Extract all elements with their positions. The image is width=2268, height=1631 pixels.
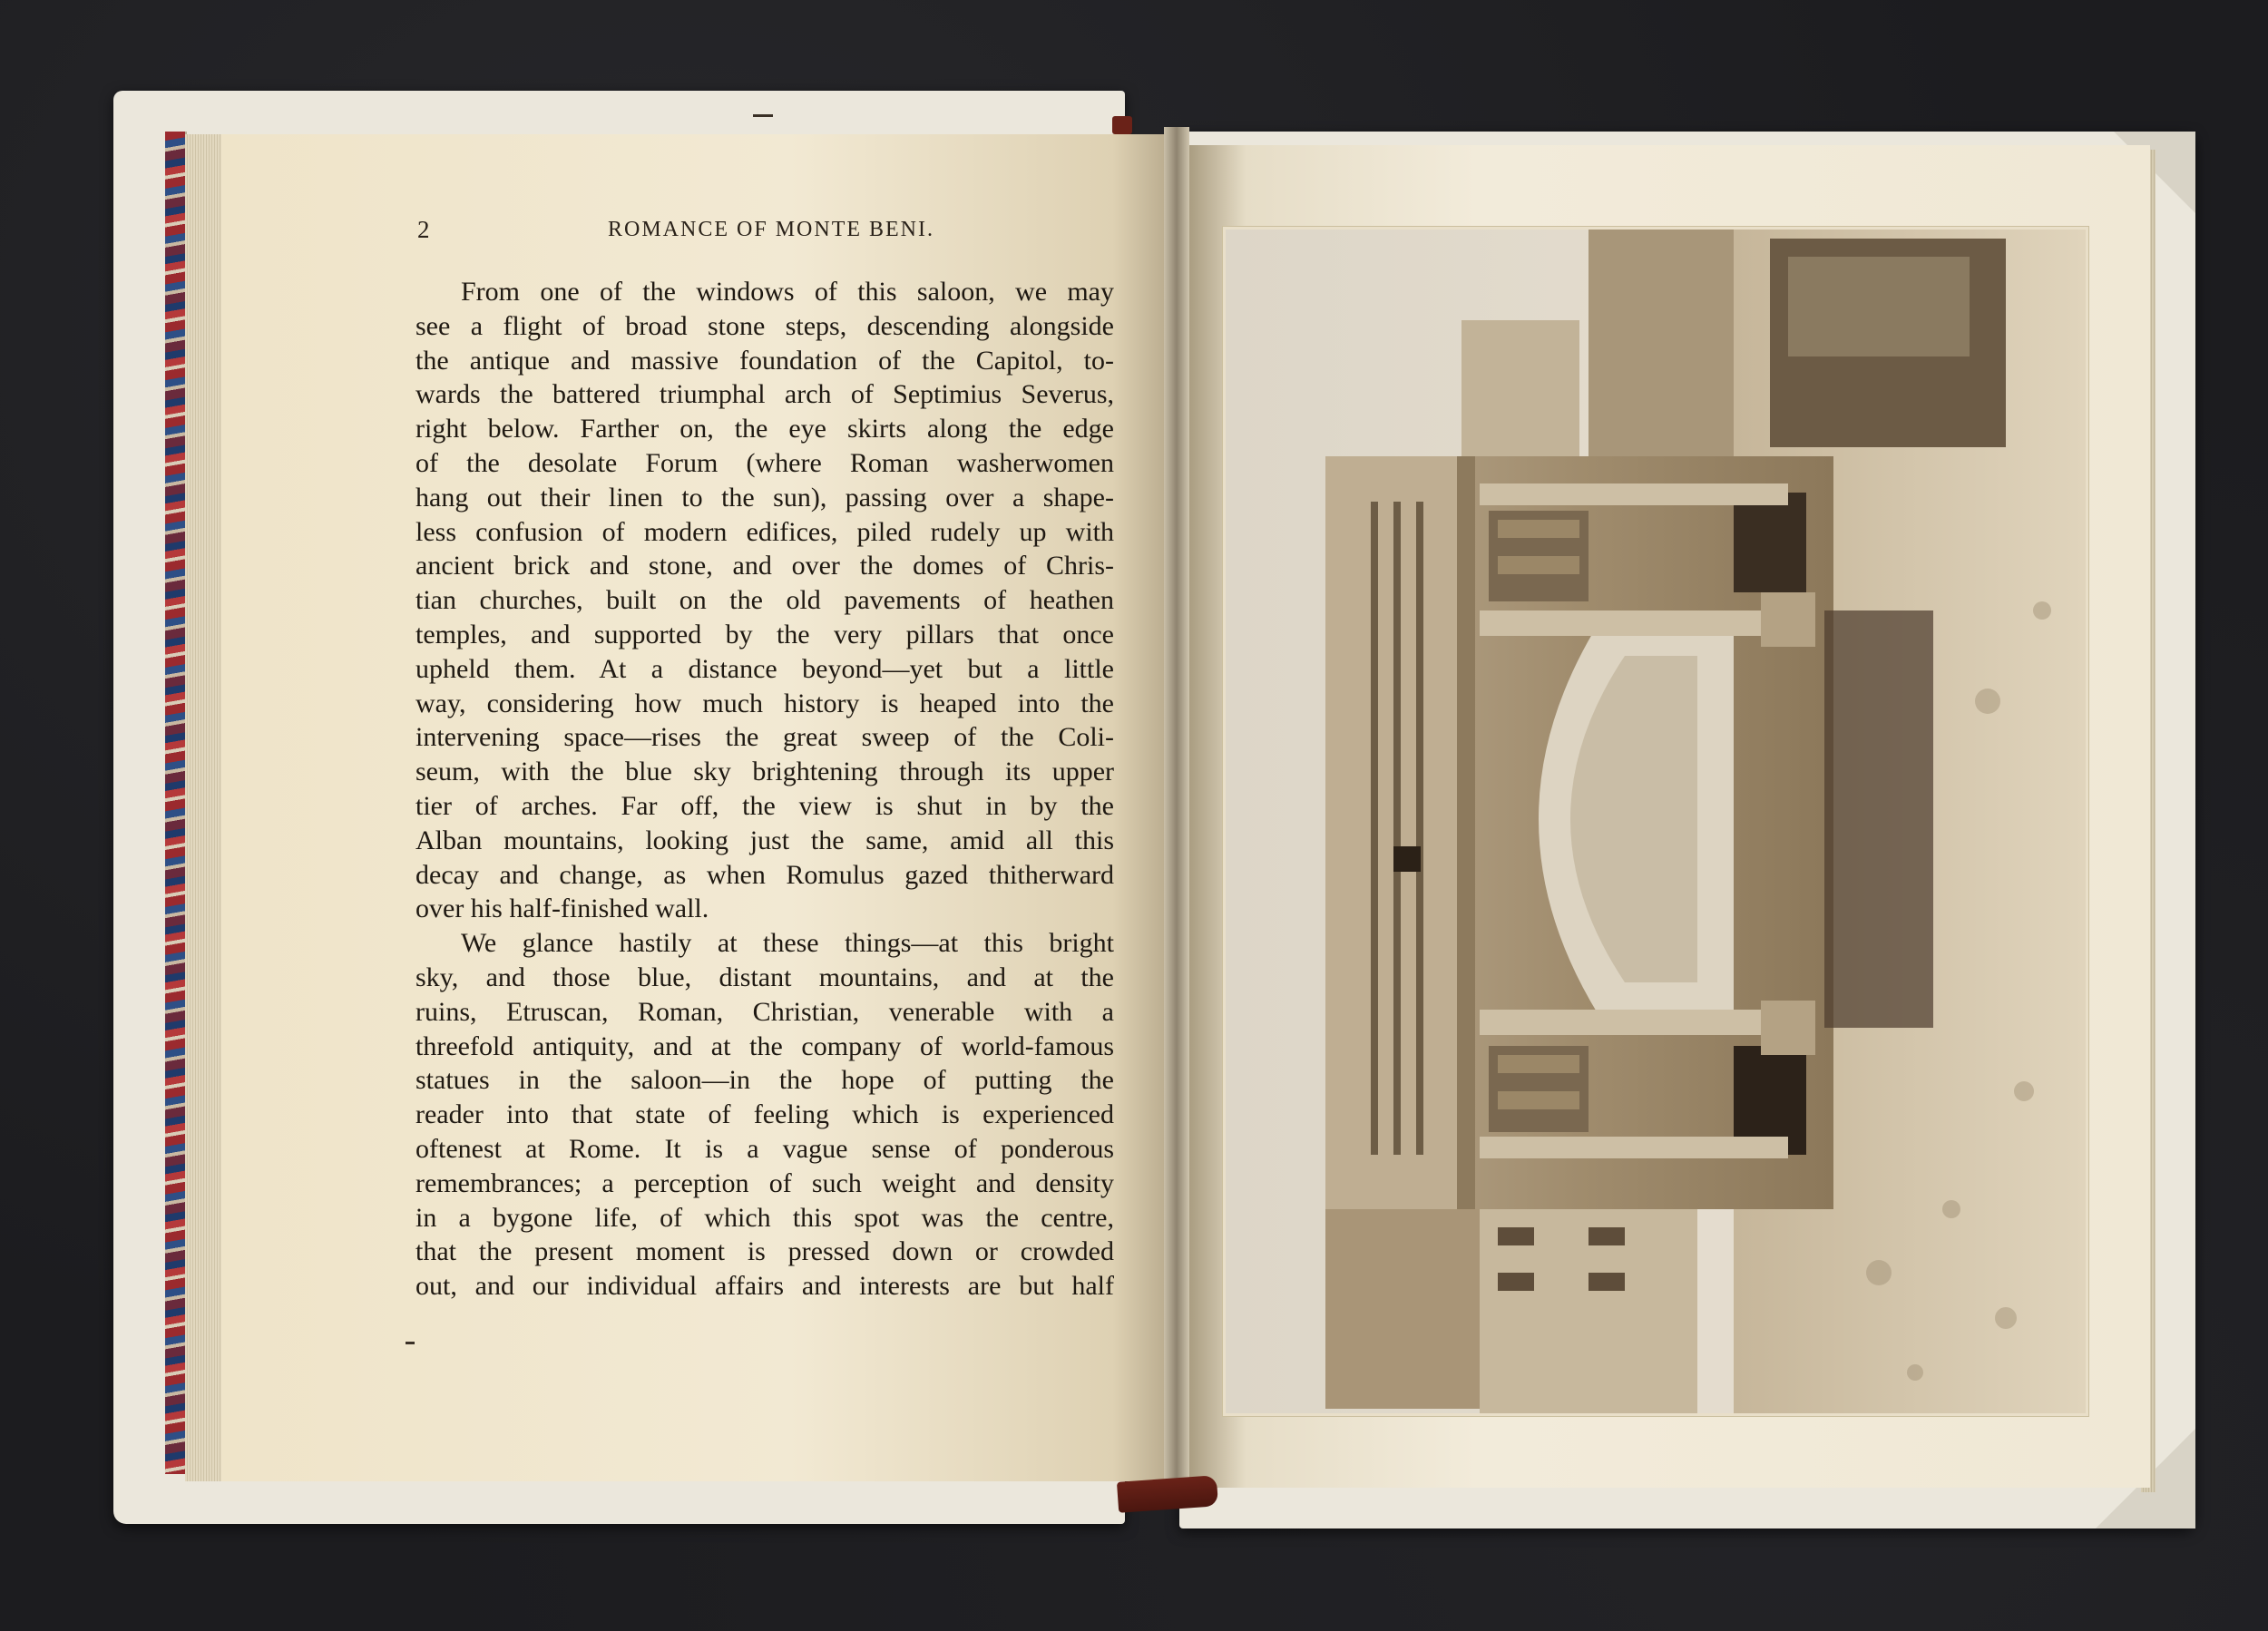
paragraph-1: [415, 275, 1114, 926]
printer-dash: [406, 1342, 415, 1344]
text-line: over his half-finished wall.: [415, 894, 709, 924]
paragraph-2: [415, 926, 1114, 1304]
photograph: [1223, 227, 2088, 1416]
text-line: seum, with the blue sky brightening through its upper: [415, 757, 1114, 787]
text-line: upheld them. At a distance beyond—yet but a little: [415, 653, 1114, 684]
running-head: [417, 216, 1116, 252]
bookmark-ribbon-top: [1112, 116, 1132, 134]
text-line: wards the battered triumphal arch of Septimius Severus,: [415, 379, 1114, 410]
text-line: We glance hastily at these things—at this bright: [461, 928, 1114, 959]
text-line: less confusion of modern edifices, piled rudely up with: [415, 516, 1114, 547]
text-line: remembrances; a perception of such weight and density: [415, 1167, 1114, 1198]
text-line: see a flight of broad stone steps, descending alongside: [415, 310, 1114, 341]
arch-photograph-illustration: [1226, 230, 2086, 1413]
text-line: statues in the saloon—in the hope of putting the: [415, 1065, 1114, 1096]
text-line: ancient brick and stone, and over the domes of Chris-: [415, 551, 1114, 581]
marbled-edge: [165, 132, 187, 1474]
book-gutter: [1164, 127, 1189, 1506]
page-stack-left: [185, 134, 221, 1481]
text-line: the antique and massive foundation of the Capitol, to-: [415, 345, 1114, 376]
text-line: ruins, Etruscan, Roman, Christian, venerable with a: [415, 996, 1114, 1027]
text-line: hang out their linen to the sun), passing over a shape-: [415, 482, 1114, 513]
text-line: of the desolate Forum (where Roman washerwomen: [415, 447, 1114, 478]
text-line: tier of arches. Far off, the view is shut in by the: [415, 790, 1114, 821]
text-line: oftenest at Rome. It is a vague sense of ponderous: [415, 1133, 1114, 1164]
printer-mark: [753, 114, 773, 117]
text-line: out, and our individual affairs and interests are but half: [415, 1271, 1114, 1302]
text-line: way, considering how much history is heaped into the: [415, 688, 1114, 718]
text-line: tian churches, built on the old pavements of heathen: [415, 585, 1114, 616]
text-line: in a bygone life, of which this spot was the centre,: [415, 1202, 1114, 1233]
page-header: ROMANCE OF MONTE BENI.: [608, 218, 935, 241]
text-line: decay and change, as when Romulus gazed thitherward: [415, 859, 1114, 890]
page-number: 2: [417, 216, 431, 243]
text-line: threefold antiquity, and at the company of world-famous: [415, 1030, 1114, 1061]
text-line: sky, and those blue, distant mountains, and at the: [415, 962, 1114, 992]
text-line: temples, and supported by the very pillars that once: [415, 619, 1114, 649]
text-line: that the present moment is pressed down or crowded: [415, 1236, 1114, 1267]
text-line: Alban mountains, looking just the same, amid all this: [415, 825, 1114, 855]
text-line: intervening space—rises the great sweep of the Coli-: [415, 722, 1114, 753]
text-line: reader into that state of feeling which is experienced: [415, 1099, 1114, 1130]
text-line: From one of the windows of this saloon, we may: [461, 277, 1114, 307]
body-text: [415, 275, 1114, 1304]
text-line: right below. Farther on, the eye skirts along the edge: [415, 414, 1114, 444]
